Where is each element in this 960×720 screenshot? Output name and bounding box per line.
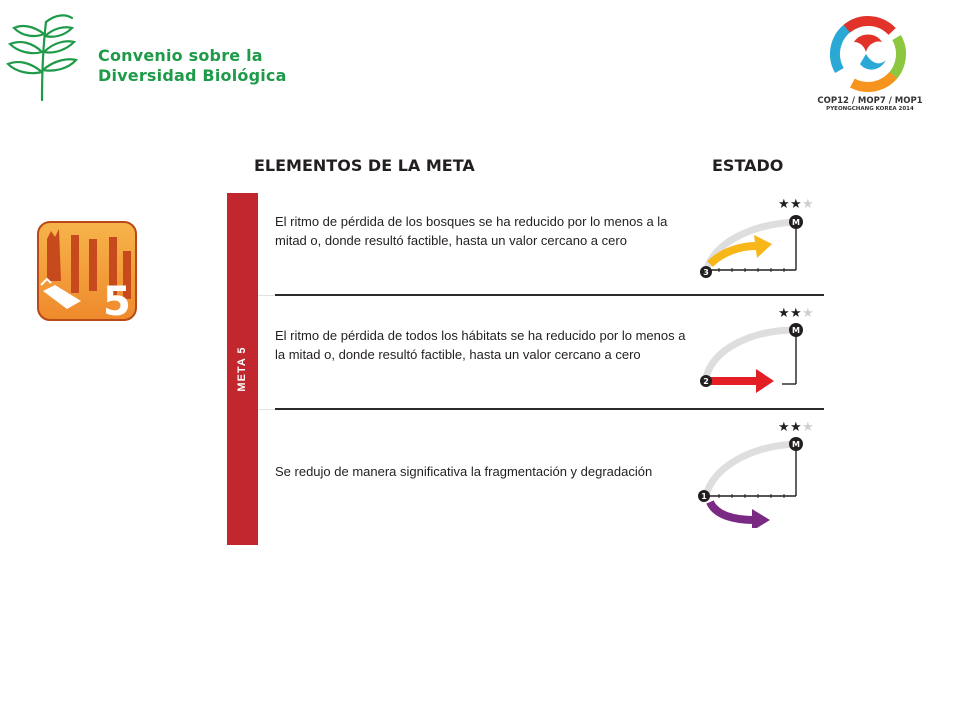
column-header-elements: ELEMENTOS DE LA META bbox=[254, 156, 475, 175]
status-gauge-row-3 bbox=[692, 416, 822, 528]
status-gauge-3-svg bbox=[692, 416, 822, 528]
level-marker-1-label: 3 bbox=[703, 268, 709, 277]
meta-side-bar bbox=[227, 193, 258, 545]
confidence-star-2: ★ bbox=[790, 196, 802, 211]
cop12-swirl-icon bbox=[820, 14, 920, 94]
cop12-location: PYEONGCHANG KOREA 2014 bbox=[826, 106, 914, 112]
cbd-logo bbox=[6, 12, 287, 104]
cbd-leaf-icon bbox=[6, 12, 96, 104]
status-gauge-row-1 bbox=[692, 188, 822, 300]
org-name-line-2: Diversidad Biológica bbox=[98, 66, 287, 85]
status-gauge-2-svg bbox=[692, 302, 822, 414]
confidence-star-1: ★ bbox=[778, 305, 790, 320]
target-marker-1-label: M bbox=[792, 218, 800, 227]
row-divider-1-stub bbox=[258, 295, 275, 296]
level-marker-3-label: 1 bbox=[701, 492, 707, 501]
cbd-wordmark bbox=[98, 46, 287, 86]
target-marker-2-label: M bbox=[792, 326, 800, 335]
status-gauge-row-2 bbox=[692, 302, 822, 414]
confidence-star-3: ★ bbox=[802, 196, 814, 211]
target-5-icon bbox=[37, 221, 137, 321]
org-name-line-1: Convenio sobre la bbox=[98, 46, 263, 65]
confidence-star-3: ★ bbox=[802, 305, 814, 320]
confidence-star-1: ★ bbox=[778, 419, 790, 434]
column-header-status: ESTADO bbox=[712, 156, 784, 175]
status-gauge-1-svg bbox=[692, 188, 822, 300]
target-marker-3-label: M bbox=[792, 440, 800, 449]
target-number: 5 bbox=[103, 279, 131, 321]
confidence-star-3: ★ bbox=[802, 419, 814, 434]
level-marker-2-label: 2 bbox=[703, 377, 709, 386]
confidence-star-1: ★ bbox=[778, 196, 790, 211]
row-1-text: El ritmo de pérdida de los bosques se ha reducido por lo menos a la mitad o, donde resultó factible, hasta un valor cercano a cero bbox=[275, 214, 668, 248]
confidence-star-2: ★ bbox=[790, 305, 802, 320]
row-divider-2-stub bbox=[258, 409, 275, 410]
meta-side-label: META 5 bbox=[236, 346, 248, 392]
cop12-caption bbox=[802, 96, 938, 113]
confidence-star-2: ★ bbox=[790, 419, 802, 434]
row-3-text: Se redujo de manera significativa la fragmentación y degradación bbox=[275, 464, 653, 479]
row-2-text: El ritmo de pérdida de todos los hábitats se ha reducido por lo menos a la mitad o, donde resultó factible, hasta un valor cercano a cero bbox=[275, 328, 686, 362]
cop12-title: COP12 / MOP7 / MOP1 bbox=[817, 96, 923, 106]
